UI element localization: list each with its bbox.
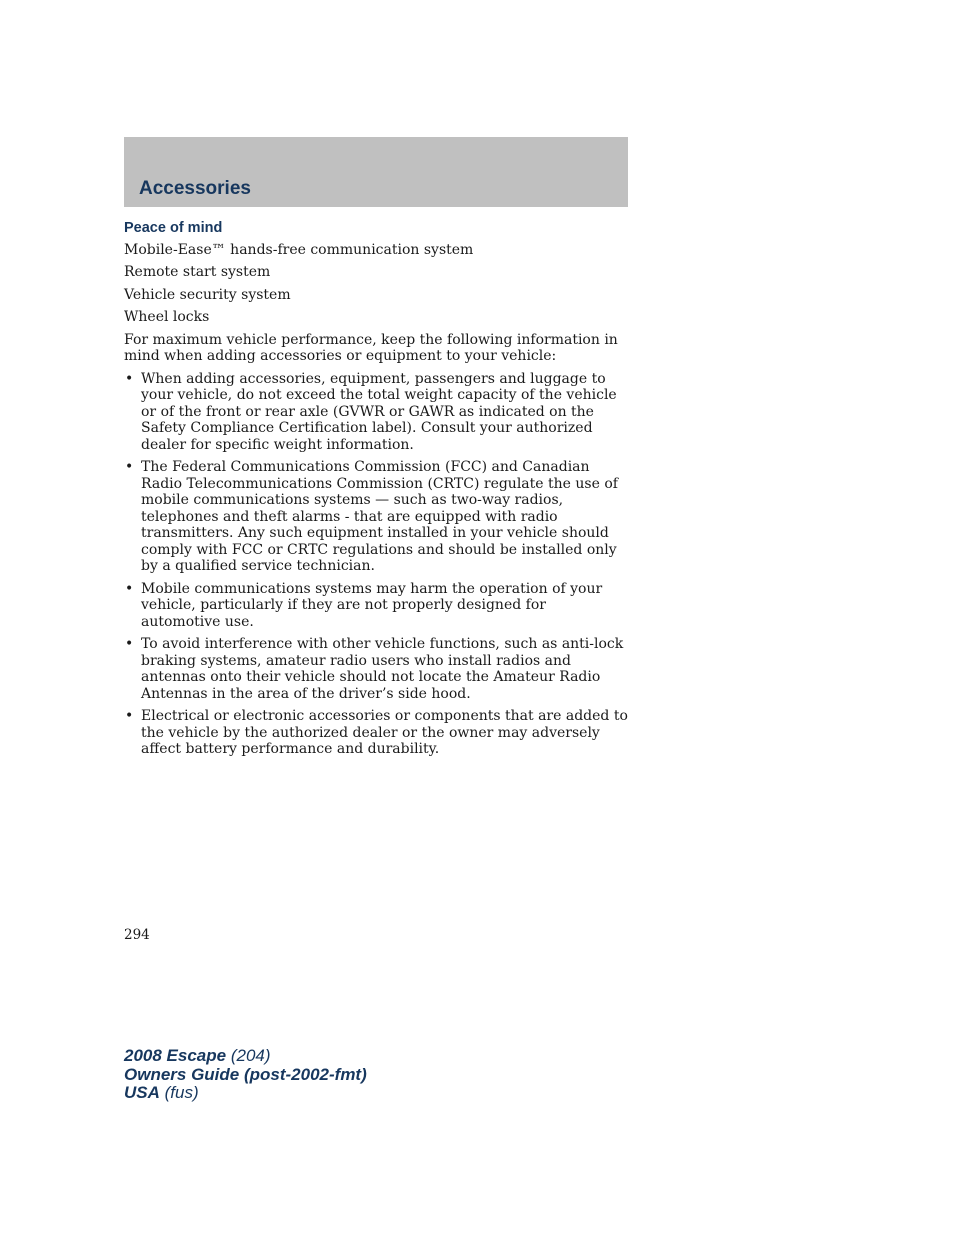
footer-line-market bbox=[124, 1084, 367, 1103]
footer-guide-title: Owners Guide (post-2002-fmt) bbox=[124, 1064, 367, 1084]
list-item bbox=[124, 371, 629, 454]
list-item-text: The Federal Communications Commission (FCC) and Canadian Radio Telecommunications Commission (CRTC) regulate the use of mobile communications systems — such as two-way radios, telephones and theft alarms - that are equipped with radio transmitters. Any such equipment installed in your vehicle should comply with FCC or CRTC regulations and should be installed only by a qualified service technician. bbox=[141, 459, 618, 574]
section-header-band bbox=[124, 137, 628, 207]
subheading: Peace of mind bbox=[124, 220, 223, 236]
page-content bbox=[124, 220, 629, 764]
document-footer bbox=[124, 1047, 367, 1103]
item-line: Wheel locks bbox=[124, 309, 210, 325]
footer-line-model bbox=[124, 1047, 367, 1066]
list-item-text: Electrical or electronic accessories or components that are added to the vehicle by the authorized dealer or the owner may adversely affect battery performance and durability. bbox=[141, 708, 628, 757]
bullet-icon: • bbox=[125, 580, 134, 597]
bullet-icon: • bbox=[125, 459, 134, 475]
footer-model-year: 2008 Escape bbox=[124, 1046, 227, 1065]
bullet-icon: • bbox=[125, 708, 134, 724]
section-title: Accessories bbox=[139, 178, 251, 199]
bullet-list bbox=[124, 371, 629, 758]
item-line: Vehicle security system bbox=[124, 286, 291, 303]
list-item bbox=[124, 636, 629, 702]
item-line: Mobile-Ease™ hands-free communication system bbox=[124, 241, 474, 258]
page-number: 294 bbox=[124, 927, 150, 943]
footer-market: USA bbox=[124, 1083, 160, 1102]
bullet-icon: • bbox=[125, 636, 134, 652]
item-line: Remote start system bbox=[124, 264, 271, 280]
list-item bbox=[124, 708, 629, 758]
footer-market-code: (fus) bbox=[164, 1083, 199, 1102]
list-item-text: To avoid interference with other vehicle functions, such as anti-lock braking systems, amateur radio users who install radios and antennas onto their vehicle should not locate the Amateur Radio Antennas in the area of the driver’s side hood. bbox=[141, 636, 624, 702]
list-item-text: Mobile communications systems may harm the operation of your vehicle, particularly if they are not properly designed for automotive use. bbox=[141, 580, 603, 630]
list-item bbox=[124, 581, 629, 631]
list-item bbox=[124, 459, 629, 575]
bullet-icon: • bbox=[125, 370, 134, 387]
footer-model-code: (204) bbox=[230, 1046, 271, 1065]
list-item-text: When adding accessories, equipment, passengers and luggage to your vehicle, do not exceed the total weight capacity of the vehicle or of the front or rear axle (GVWR or GAWR as indicated on the Safety Compliance Certification label). Consult your authorized dealer for specific weight information. bbox=[141, 370, 617, 453]
intro-paragraph: For maximum vehicle performance, keep the following information in mind when adding accessories or equipment to your vehicle: bbox=[124, 331, 618, 364]
footer-line-guide bbox=[124, 1066, 367, 1085]
